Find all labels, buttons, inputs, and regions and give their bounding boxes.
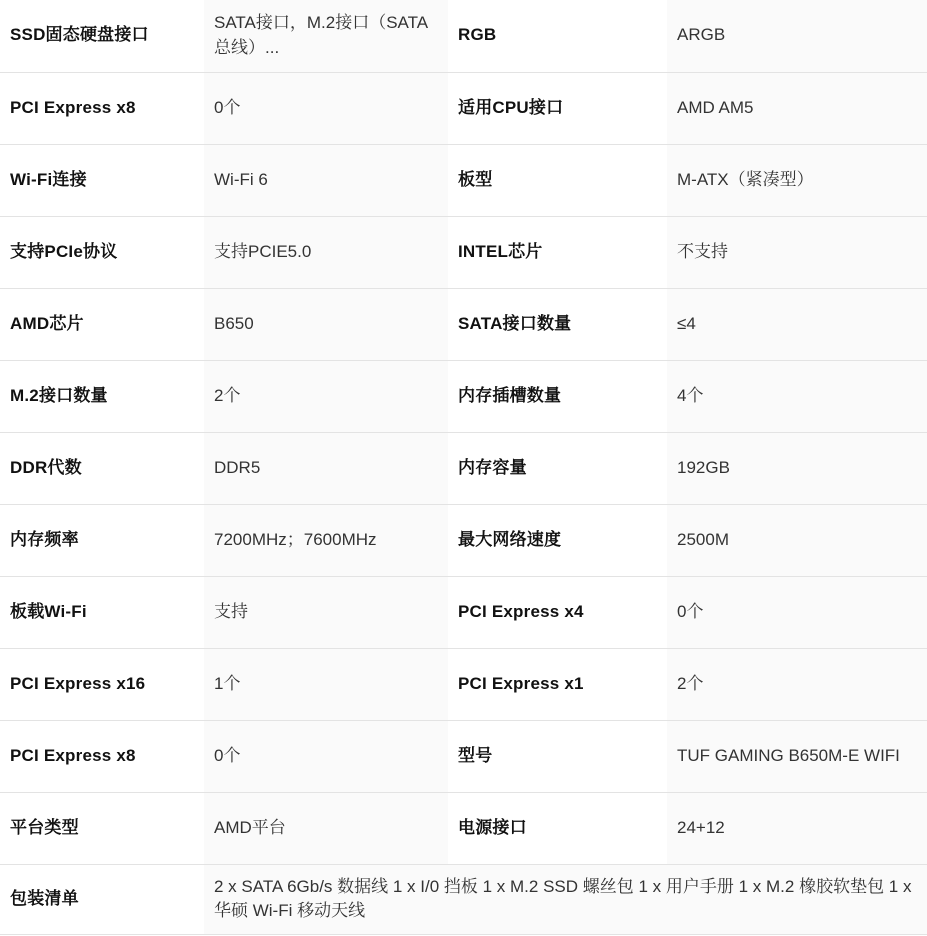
spec-value: 192GB <box>667 432 927 504</box>
spec-label: INTEL芯片 <box>448 216 667 288</box>
spec-value: Wi-Fi 6 <box>204 144 448 216</box>
spec-label: 平台类型 <box>0 792 204 864</box>
table-row <box>0 0 927 72</box>
table-row <box>0 360 927 432</box>
spec-label: DDR代数 <box>0 432 204 504</box>
spec-value: 7200MHz；7600MHz <box>204 504 448 576</box>
spec-label: PCI Express x4 <box>448 576 667 648</box>
spec-value: 0个 <box>204 72 448 144</box>
spec-value: ARGB <box>667 0 927 72</box>
spec-value: TUF GAMING B650M-E WIFI <box>667 720 927 792</box>
spec-label: Wi-Fi连接 <box>0 144 204 216</box>
spec-value: B650 <box>204 288 448 360</box>
spec-label: 电源接口 <box>448 792 667 864</box>
table-row <box>0 504 927 576</box>
table-row <box>0 288 927 360</box>
spec-label: PCI Express x8 <box>0 720 204 792</box>
spec-label: 内存插槽数量 <box>448 360 667 432</box>
spec-label: PCI Express x8 <box>0 72 204 144</box>
spec-label: 板载Wi-Fi <box>0 576 204 648</box>
spec-value: 0个 <box>204 720 448 792</box>
spec-value: AMD平台 <box>204 792 448 864</box>
spec-value: 0个 <box>667 576 927 648</box>
spec-value: M-ATX（紧凑型） <box>667 144 927 216</box>
spec-label: 最大网络速度 <box>448 504 667 576</box>
spec-value: 支持 <box>204 576 448 648</box>
spec-label: AMD芯片 <box>0 288 204 360</box>
packing-list-row <box>0 864 927 934</box>
spec-label: SSD固态硬盘接口 <box>0 0 204 72</box>
spec-value: AMD AM5 <box>667 72 927 144</box>
spec-value: ≤4 <box>667 288 927 360</box>
spec-label: 内存容量 <box>448 432 667 504</box>
table-row <box>0 648 927 720</box>
spec-label: 型号 <box>448 720 667 792</box>
table-row <box>0 72 927 144</box>
spec-label: 支持PCIe协议 <box>0 216 204 288</box>
spec-value: 4个 <box>667 360 927 432</box>
spec-label: SATA接口数量 <box>448 288 667 360</box>
spec-label: M.2接口数量 <box>0 360 204 432</box>
spec-label: 内存频率 <box>0 504 204 576</box>
spec-value: 24+12 <box>667 792 927 864</box>
spec-value: 支持PCIE5.0 <box>204 216 448 288</box>
spec-value: 2个 <box>204 360 448 432</box>
packing-list-label: 包装清单 <box>0 864 204 934</box>
spec-value: 不支持 <box>667 216 927 288</box>
packing-list-value: 2 x SATA 6Gb/s 数据线 1 x I/0 挡板 1 x M.2 SSD 螺丝包 1 x 用户手册 1 x M.2 橡胶软垫包 1 x 华硕 Wi-Fi 移动天线 <box>204 864 927 934</box>
spec-value: 2个 <box>667 648 927 720</box>
spec-label: RGB <box>448 0 667 72</box>
table-row <box>0 432 927 504</box>
table-row <box>0 144 927 216</box>
spec-label: 板型 <box>448 144 667 216</box>
spec-label: PCI Express x16 <box>0 648 204 720</box>
spec-value: DDR5 <box>204 432 448 504</box>
table-row <box>0 216 927 288</box>
table-row <box>0 720 927 792</box>
spec-value: 1个 <box>204 648 448 720</box>
table-row <box>0 792 927 864</box>
spec-label: PCI Express x1 <box>448 648 667 720</box>
table-row <box>0 576 927 648</box>
spec-value: SATA接口，M.2接口（SATA总线）... <box>204 0 448 72</box>
spec-label: 适用CPU接口 <box>448 72 667 144</box>
spec-value: 2500M <box>667 504 927 576</box>
